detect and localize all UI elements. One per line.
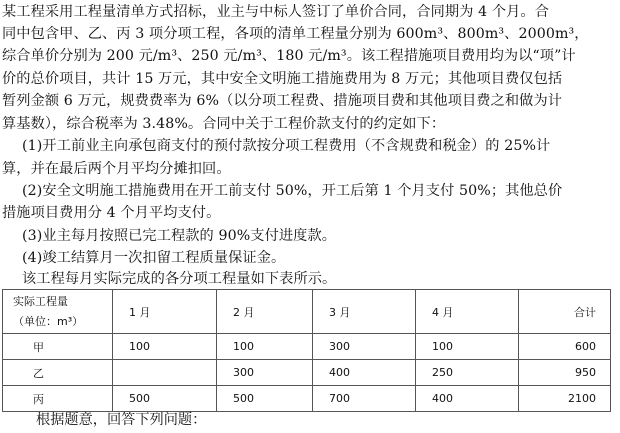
paragraph-line-6: 算基数），综合税率为 3.48%。合同中关于工程价款支付的约定如下： bbox=[2, 116, 446, 132]
header-month-2: 2 月 bbox=[217, 290, 313, 334]
table-cell: 500 bbox=[217, 386, 313, 412]
header-total: 合计 bbox=[519, 290, 611, 334]
table-cell-total: 600 bbox=[519, 334, 611, 360]
clause-4: (4)竣工结算月一次扣留工程质量保证金。 bbox=[22, 250, 286, 266]
clause-1-line-2: 算，并在最后两个月平均分摊扣回。 bbox=[2, 161, 231, 177]
table-header-row bbox=[3, 290, 611, 334]
table-cell: 400 bbox=[313, 360, 416, 386]
table-cell: 400 bbox=[416, 386, 519, 412]
clause-2-line-2: 措施项目费用分 4 个月平均支付。 bbox=[2, 205, 221, 221]
paragraph-line-1: 某工程采用工程量清单方式招标，业主与中标人签订了单价合同，合同期为 4 个月。合 bbox=[2, 4, 549, 20]
footer-prompt: 根据题意，回答下列问题： bbox=[36, 412, 207, 428]
clause-2-line-1: (2)安全文明施工措施费用在开工前支付 50%，开工后第 1 个月支付 50%；其他总价 bbox=[22, 183, 563, 199]
table-cell-total: 2100 bbox=[519, 386, 611, 412]
row-label: 丙 bbox=[3, 386, 113, 412]
table-cell: 100 bbox=[217, 334, 313, 360]
table-row bbox=[3, 360, 611, 386]
header-title-line-1: 实际工程量 bbox=[13, 294, 68, 308]
paragraph-line-5: 暂列金额 6 万元，规费费率为 6%（以分项工程费、措施项目费和其他项目费之和做为计 bbox=[2, 93, 563, 109]
table-cell: 500 bbox=[113, 386, 217, 412]
header-month-3: 3 月 bbox=[313, 290, 416, 334]
header-month-1: 1 月 bbox=[113, 290, 217, 334]
header-title-line-2: （单位：m³） bbox=[13, 314, 84, 328]
paragraph-line-3: 综合单价分别为 200 元/m³、250 元/m³、180 元/m³。该工程措施项目费用均为以“项”计 bbox=[2, 48, 576, 64]
paragraph-line-2: 同中包含甲、乙、丙 3 项分项工程，各项的清单工程量分别为 600m³、800m³、2000m³， bbox=[2, 26, 589, 42]
table-cell bbox=[113, 360, 217, 386]
table-intro: 该工程每月实际完成的各分项工程量如下表所示。 bbox=[22, 271, 337, 287]
table-cell: 250 bbox=[416, 360, 519, 386]
table-cell: 700 bbox=[313, 386, 416, 412]
row-label: 乙 bbox=[3, 360, 113, 386]
table-row bbox=[3, 334, 611, 360]
table-cell: 300 bbox=[217, 360, 313, 386]
table-cell: 100 bbox=[113, 334, 217, 360]
header-corner-cell bbox=[3, 290, 113, 334]
table-cell: 100 bbox=[416, 334, 519, 360]
row-label: 甲 bbox=[3, 334, 113, 360]
quantity-table bbox=[2, 289, 611, 412]
table-cell: 300 bbox=[313, 334, 416, 360]
table-row bbox=[3, 386, 611, 412]
clause-1-line-1: (1)开工前业主向承包商支付的预付款按分项工程费用（不含规费和税金）的 25%计 bbox=[22, 138, 551, 154]
paragraph-line-4: 价的总价项目，共计 15 万元，其中安全文明施工措施费用为 8 万元；其他项目费仅包括 bbox=[2, 71, 563, 87]
clause-3: (3)业主每月按照已完工程款的 90%支付进度款。 bbox=[22, 228, 337, 244]
table-cell-total: 950 bbox=[519, 360, 611, 386]
header-month-4: 4 月 bbox=[416, 290, 519, 334]
